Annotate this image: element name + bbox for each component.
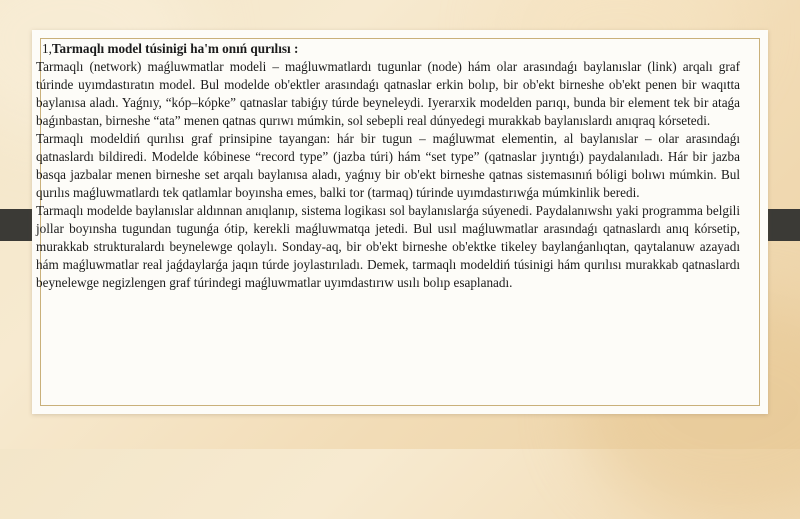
slide-content (36, 40, 740, 292)
heading-number: 1, (42, 41, 52, 56)
paragraph-3: Tarmaqlı modelde baylanıslar aldınnan anıqlanıp, sistema logikası sol baylanıslarǵa súyenedi. Paydalanıwshı yaki programma belgili jollar boyınsha tugundan tugunǵa ótip, kerekli maǵluwmatqa jetedi. Bul usıl maǵluwmatlar arasındaǵı qatnaslardı anıq kórsetip, murakkab strukturalardı beynelewge qolaylı. Sonday-aq, bir ob'ekt birneshe ob'ektke tikeley baylanǵanlıqtan, qaytalanuw azayadı hám maǵluwmatlar real jaǵdaylarǵa jaqın túrde joylastırıladı. Demek, tarmaqlı modeldiń túsinigi hám qurılısı murakkab qatnaslardı beynelewge negizlengen graf túrindegi maǵluwmatlar uyımdastırıw usılı bolıp esaplanadı. (36, 203, 740, 290)
paragraph-1: Tarmaqlı (network) maǵluwmatlar modeli – maǵluwmatlardı tugunlar (node) hám olar arasındaǵı baylanıslar (link) arqalı graf túrinde uyımdastıratın model. Bul modelde ob'ektler arasındaǵı qatnaslar erkin bolıp, bir ob'ekt birneshe ob'ekt penen bir waqıtta baylanısa aladı. Yaǵnıy, “kóp–kópke” qatnaslar tabiǵıy túrde beyneleydi. Iyerarxik modelden parıqı, bunda bir element tek bir ataǵa baǵınbastan, birneshe “ata” menen qatnas qurıwı múmkin, sol sebepli real dúnyedegi murakkab baylanıslardı anıqraq kórsetedi. (36, 59, 740, 128)
paragraph-2: Tarmaqlı modeldiń qurılısı graf prinsipine tayangan: hár bir tugun – maǵluwmat elementin, al baylanıslar – olar arasındaǵı qatnaslardı bildiredi. Modelde kóbinese “record type” (jazba túri) hám “set type” (qatnaslar jıyntıǵı) paydalanıladı. Hár bir jazba basqa jazbalar menen birneshe set arqalı baylanısa aladı, yaǵnıy bir ob'ekt birneshe qatnas sistemasınıń bóligi bolıwı múmkin. Bul qurılıs maǵluwmatlardı tek qatlamlar boyınsha emes, balki tor (tarmaq) túrinde uyımdastırıwǵa múmkinlik beredi. (36, 131, 740, 200)
slide-heading (42, 40, 740, 58)
heading-title: Tarmaqlı model túsinigi ha'm onıń qurılısı : (51, 41, 299, 56)
